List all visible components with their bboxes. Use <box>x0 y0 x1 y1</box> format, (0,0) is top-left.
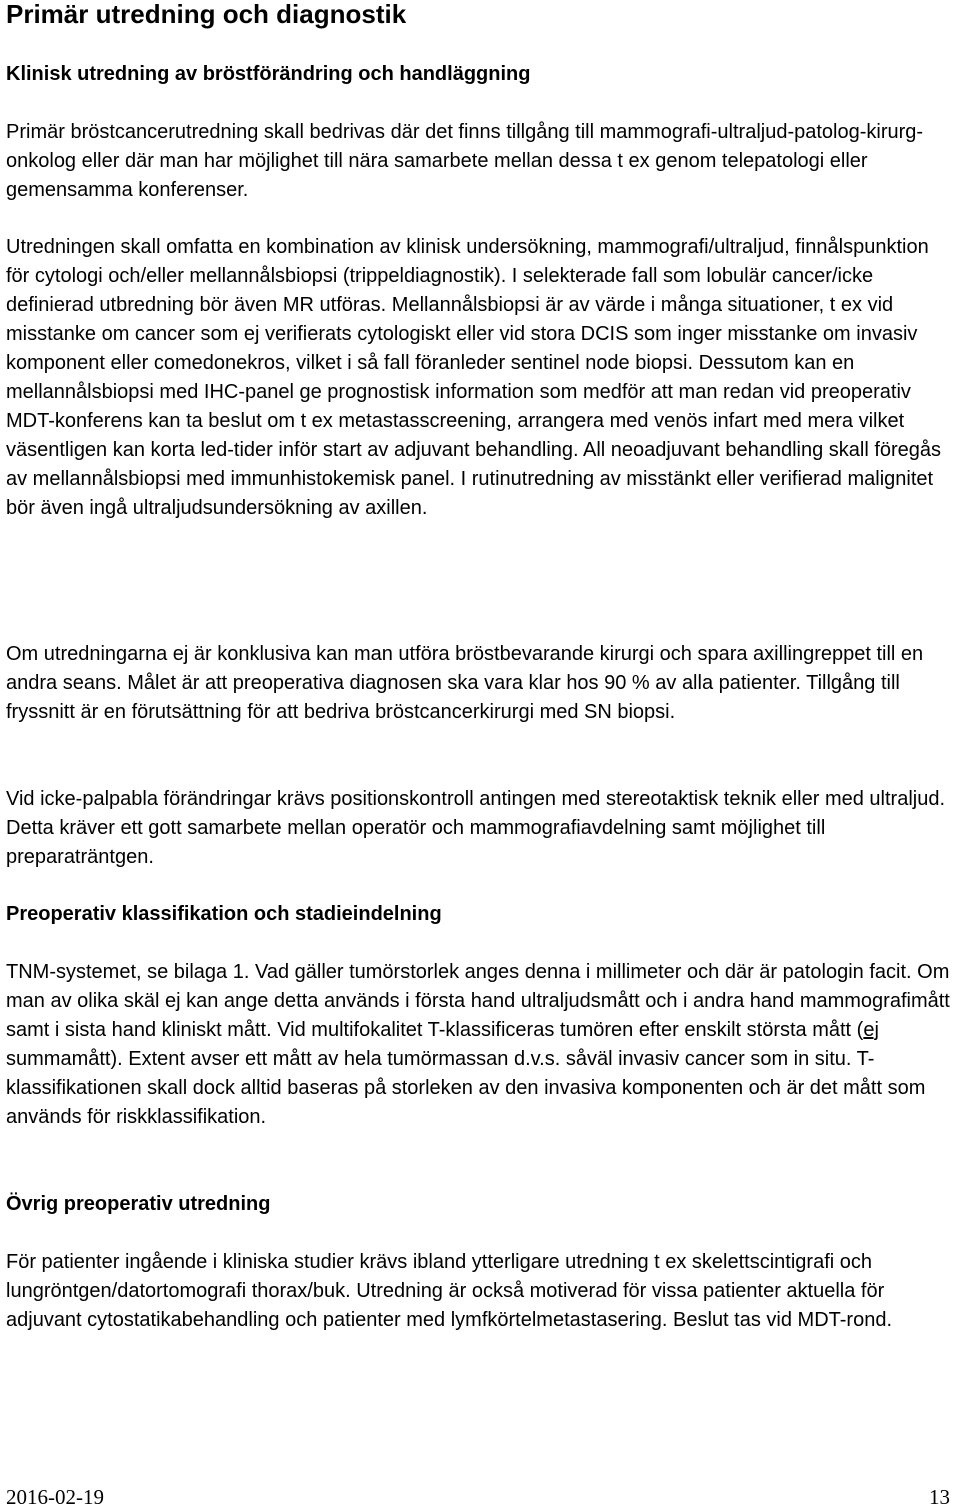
section-heading-preoperativ-klassifikation: Preoperativ klassifikation och stadieindelning <box>6 903 442 925</box>
paragraph-icke-palpabla: Vid icke-palpabla förändringar krävs positionskontroll antingen med stereotaktisk teknik eller med ultraljud. Detta kräver ett gott samarbete mellan operatör och mammografiavdelning samt möjlighet till preparaträntgen. <box>6 788 946 868</box>
tnm-text-underlined: ej <box>863 1019 879 1041</box>
tnm-text-part-1: TNM-systemet, se bilaga 1. Vad gäller tumörstorlek anges denna i millimeter och där är patologin facit. Om man av olika skäl ej kan ange detta används i första hand ultraljudsmått och i andra hand mammografimått samt i sista hand kliniskt mått. Vid multifokalitet T-klassificeras tumören efter enskilt största mått ( <box>6 961 950 1041</box>
section-heading-klinisk-utredning: Klinisk utredning av bröstförändring och handläggning <box>6 63 531 85</box>
tnm-text-part-2: summamått). Extent avser ett mått av hela tumörmassan d.v.s. såväl invasiv cancer som in situ. T-klassifikationen skall dock alltid baseras på storleken av den invasiva komponenten och är det mått som används för riskklassifikation. <box>6 1048 926 1128</box>
paragraph-tnm-systemet <box>6 958 954 1132</box>
paragraph-utredningen-omfatta: Utredningen skall omfatta en kombination av klinisk undersökning, mammografi/ultraljud, finnålspunktion för cytologi och/eller mellannålsbiopsi (trippeldiagnostik). I selekterade fall som lobulär cancer/icke definierad utbredning bör även MR utföras. Mellannålsbiopsi är av värde i många situationer, t ex vid misstanke om cancer som ej verifierats cytologiskt eller vid stora DCIS som inger misstanke om invasiv komponent eller comedonekros, vilket i så fall föranleder sentinel node biopsi. Dessutom kan en mellannålsbiopsi med IHC-panel ge prognostisk information som medför att man redan vid preoperativ MDT-konferens kan ta beslut om t ex metastasscreening, arrangera med venös infart med mera vilket väsentligen kan korta led-tider inför start av adjuvant behandling. All neoadjuvant behandling skall föregås av mellannålsbiopsi med immunhistokemisk panel. I rutinutredning av misstänkt eller verifierad malignitet bör även ingå ultraljudsundersökning av axillen. <box>6 236 942 519</box>
footer-page-number: 13 <box>929 1485 950 1509</box>
paragraph-kliniska-studier: För patienter ingående i kliniska studier krävs ibland ytterligare utredning t ex skelettscintigrafi och lungröntgen/datortomografi thorax/buk. Utredning är också motiverad för vissa patienter aktuella för adjuvant cytostatikabehandling och patienter med lymfkörtelmetastasering. Beslut tas vid MDT-rond. <box>6 1251 892 1331</box>
section-heading-ovrig-utredning: Övrig preoperativ utredning <box>6 1193 271 1215</box>
paragraph-primar-utredning: Primär bröstcancerutredning skall bedrivas där det finns tillgång till mammografi-ultraljud-patolog-kirurg-onkolog eller där man har möjlighet till nära samarbete mellan dessa t ex genom telepatologi eller gemensamma konferenser. <box>6 121 924 201</box>
page-title: Primär utredning och diagnostik <box>6 0 407 29</box>
footer-divider <box>0 1478 960 1479</box>
footer-date: 2016-02-19 <box>6 1485 104 1509</box>
paragraph-ej-konklusiva: Om utredningarna ej är konklusiva kan man utföra bröstbevarande kirurgi och spara axillingreppet till en andra seans. Målet är att preoperativa diagnosen ska vara klar hos 90 % av alla patienter. Tillgång till fryssnitt är en förutsättning för att bedriva bröstcancerkirurgi med SN biopsi. <box>6 643 924 723</box>
